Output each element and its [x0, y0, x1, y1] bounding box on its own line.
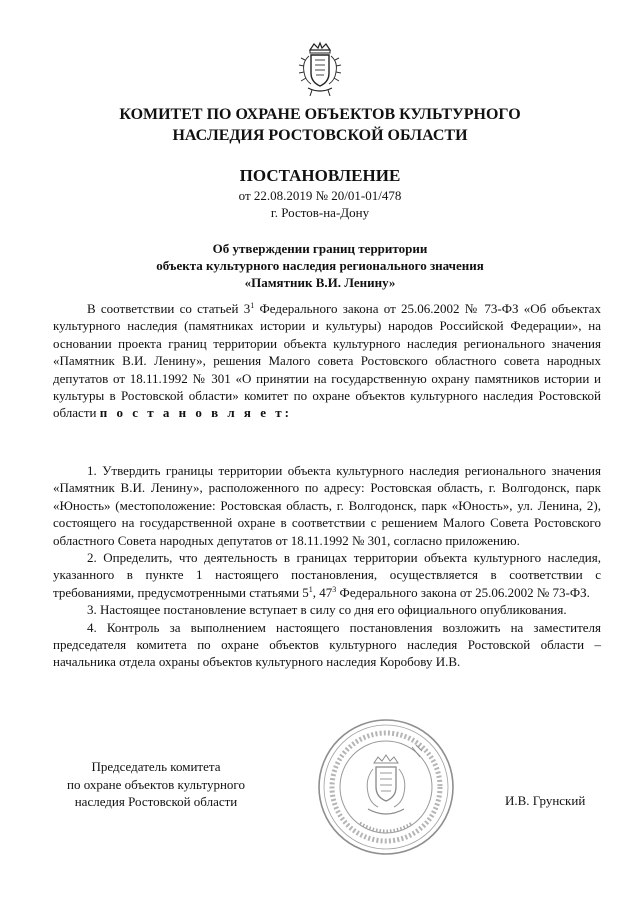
item-3: 3. Настоящее постановление вступает в силу со дня его официального опубликования. — [87, 602, 567, 618]
coat-of-arms-icon — [296, 40, 344, 98]
committee-name: КОМИТЕТ ПО ОХРАНЕ ОБЪЕКТОВ КУЛЬТУРНОГО НАСЛЕДИЯ РОСТОВСКОЙ ОБЛАСТИ — [119, 106, 521, 144]
decree-items — [53, 462, 601, 671]
item-2: 2. Определить, что деятельность в границах территории объекта культурного наследия, указанного в пункте 1 настоящего постановления, осуществляется в соответствии с требованиями, предусмотренными статьями $5^1$, $47^3$ Федерального закона от 25.06.2002 № 73-ФЗ. — [53, 550, 601, 600]
item-4: 4. Контроль за выполнением настоящего постановления возложить на заместителя председателя комитета по охране объектов культурного наследия Ростовской области – начальника отдела охраны объектов культурного наследия Коробову И.В. — [53, 619, 601, 670]
doc-meta — [60, 187, 580, 221]
doc-subject: Об утверждении границ территории объекта культурного наследия регионального значения «Памятник В.И. Ленину» — [156, 241, 484, 290]
signer-position: Председатель комитета по охране объектов культурного наследия Ростовской области — [67, 759, 245, 809]
doc-date-number: от 22.08.2019 № 20/01-01/478 — [238, 188, 402, 203]
preamble-paragraph: В соответствии со статьей $3^1$ Федерального закона от 25.06.2002 № 73-ФЗ «Об объектах культурного наследия (памятниках истории и культуры) народов Российской Федерации», на основании проекта границ территории объекта культурного наследия регионального значения «Памятник В.И. Ленину», решения Малого совета Ростовского областного совета народных депутатов от 18.11.1992 № 301 «О принятии на государственную охрану памятников истории и культуры в Ростовской области» комитет по охране объектов культурного наследия Ростовской области п о с т а н о в л я е т: — [53, 301, 601, 421]
doc-city: г. Ростов-на-Дону — [270, 205, 370, 220]
item-1: 1. Утвердить границы территории объекта культурного наследия регионального значения «Памятник В.И. Ленину», расположенного по адресу: Ростовская область, г. Волгодонск, парк «Юность» (местоположение: Ростовская область, г. Волгодонск, парк «Юность», ул. Ленина, 2), состоящего на государственной охране в соответствии с решением Малого Совета Ростовского областного Совета народных депутатов от 18.11.1992 № 301, согласно приложению. — [53, 463, 601, 548]
official-seal-icon — [316, 717, 456, 857]
doc-type-heading: ПОСТАНОВЛЕНИЕ — [239, 166, 401, 185]
signer-name: И.В. Грунский — [505, 793, 586, 808]
resolves-word: п о с т а н о в л я е т: — [99, 405, 292, 421]
